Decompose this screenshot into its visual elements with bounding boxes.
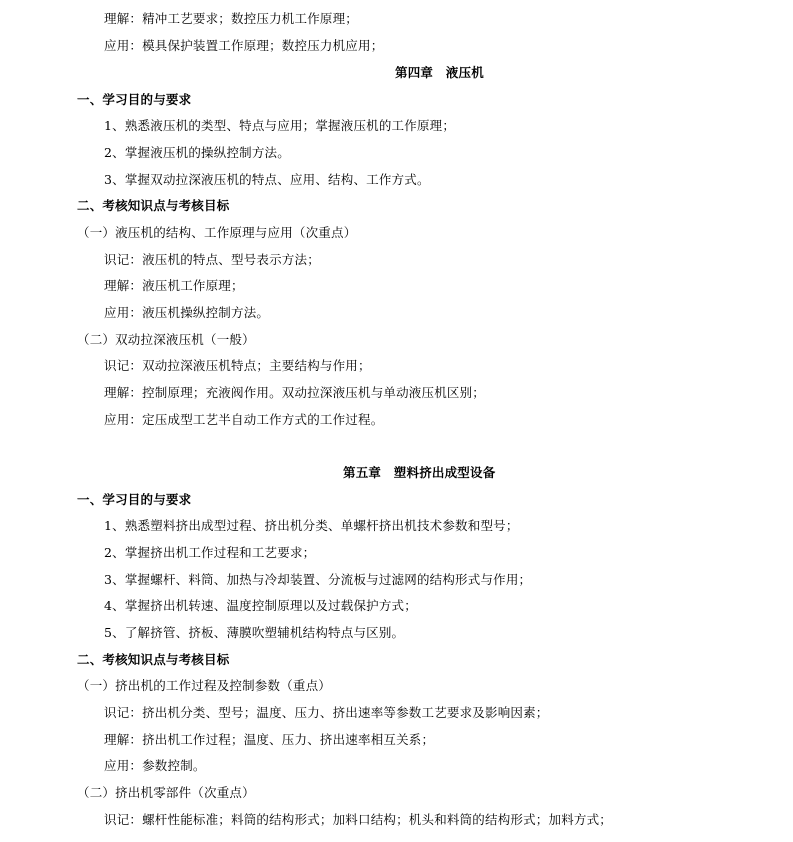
prev-understand-line: 理解：精冲工艺要求；数控压力机工作原理；	[104, 11, 359, 26]
ch4-goal-3: 3、掌握双动拉深液压机的特点、应用、结构、工作方式。	[104, 172, 430, 187]
ch5-goal-5: 5、了解挤管、挤板、薄膜吹塑辅机结构特点与区别。	[104, 625, 405, 640]
ch4-part1-item-3: 应用：液压机操纵控制方法。	[104, 305, 270, 320]
ch5-part1-item-3: 应用：参数控制。	[104, 758, 206, 773]
ch5-goal-1: 1、熟悉塑料挤出成型过程、挤出机分类、单螺杆挤出机技术参数和型号；	[104, 518, 519, 533]
ch5-part2-item-1: 识记：螺杆性能标准；料筒的结构形式；加料口结构；机头和料筒的结构形式；加料方式；	[104, 812, 613, 827]
chapter4-title: 第四章 液压机	[395, 65, 484, 80]
ch4-part2-item-1: 识记：双动拉深液压机特点；主要结构与作用；	[104, 358, 371, 373]
ch5-part1-item-2: 理解：挤出机工作过程；温度、压力、挤出速率相互关系；	[104, 732, 435, 747]
ch4-section2-heading: 二、考核知识点与考核目标	[77, 198, 230, 213]
ch5-part2-heading: （二）挤出机零部件（次重点）	[77, 785, 255, 800]
ch4-section1-heading: 一、学习目的与要求	[77, 92, 192, 107]
ch5-section1-heading: 一、学习目的与要求	[77, 492, 192, 507]
ch4-goal-2: 2、掌握液压机的操纵控制方法。	[104, 145, 290, 160]
ch5-goal-3: 3、掌握螺杆、料筒、加热与冷却装置、分流板与过滤网的结构形式与作用；	[104, 572, 532, 587]
ch4-part2-item-2: 理解：控制原理；充液阀作用。双动拉深液压机与单动液压机区别；	[104, 385, 486, 400]
ch4-goal-1: 1、熟悉液压机的类型、特点与应用；掌握液压机的工作原理；	[104, 118, 456, 133]
ch5-part1-heading: （一）挤出机的工作过程及控制参数（重点）	[77, 678, 332, 693]
ch5-goal-2: 2、掌握挤出机工作过程和工艺要求；	[104, 545, 316, 560]
ch5-part1-item-1: 识记：挤出机分类、型号；温度、压力、挤出速率等参数工艺要求及影响因素；	[104, 705, 549, 720]
ch4-part1-item-1: 识记：液压机的特点、型号表示方法；	[104, 252, 320, 267]
ch4-part2-heading: （二）双动拉深液压机（一般）	[77, 332, 255, 347]
ch4-part1-heading: （一）液压机的结构、工作原理与应用（次重点）	[77, 225, 357, 240]
prev-apply-line: 应用：模具保护装置工作原理；数控压力机应用；	[104, 38, 384, 53]
ch5-section2-heading: 二、考核知识点与考核目标	[77, 652, 230, 667]
chapter5-title: 第五章 塑料挤出成型设备	[343, 465, 496, 480]
ch4-part1-item-2: 理解：液压机工作原理；	[104, 278, 244, 293]
ch4-part2-item-3: 应用：定压成型工艺半自动工作方式的工作过程。	[104, 412, 384, 427]
ch5-goal-4: 4、掌握挤出机转速、温度控制原理以及过载保护方式；	[104, 598, 417, 613]
